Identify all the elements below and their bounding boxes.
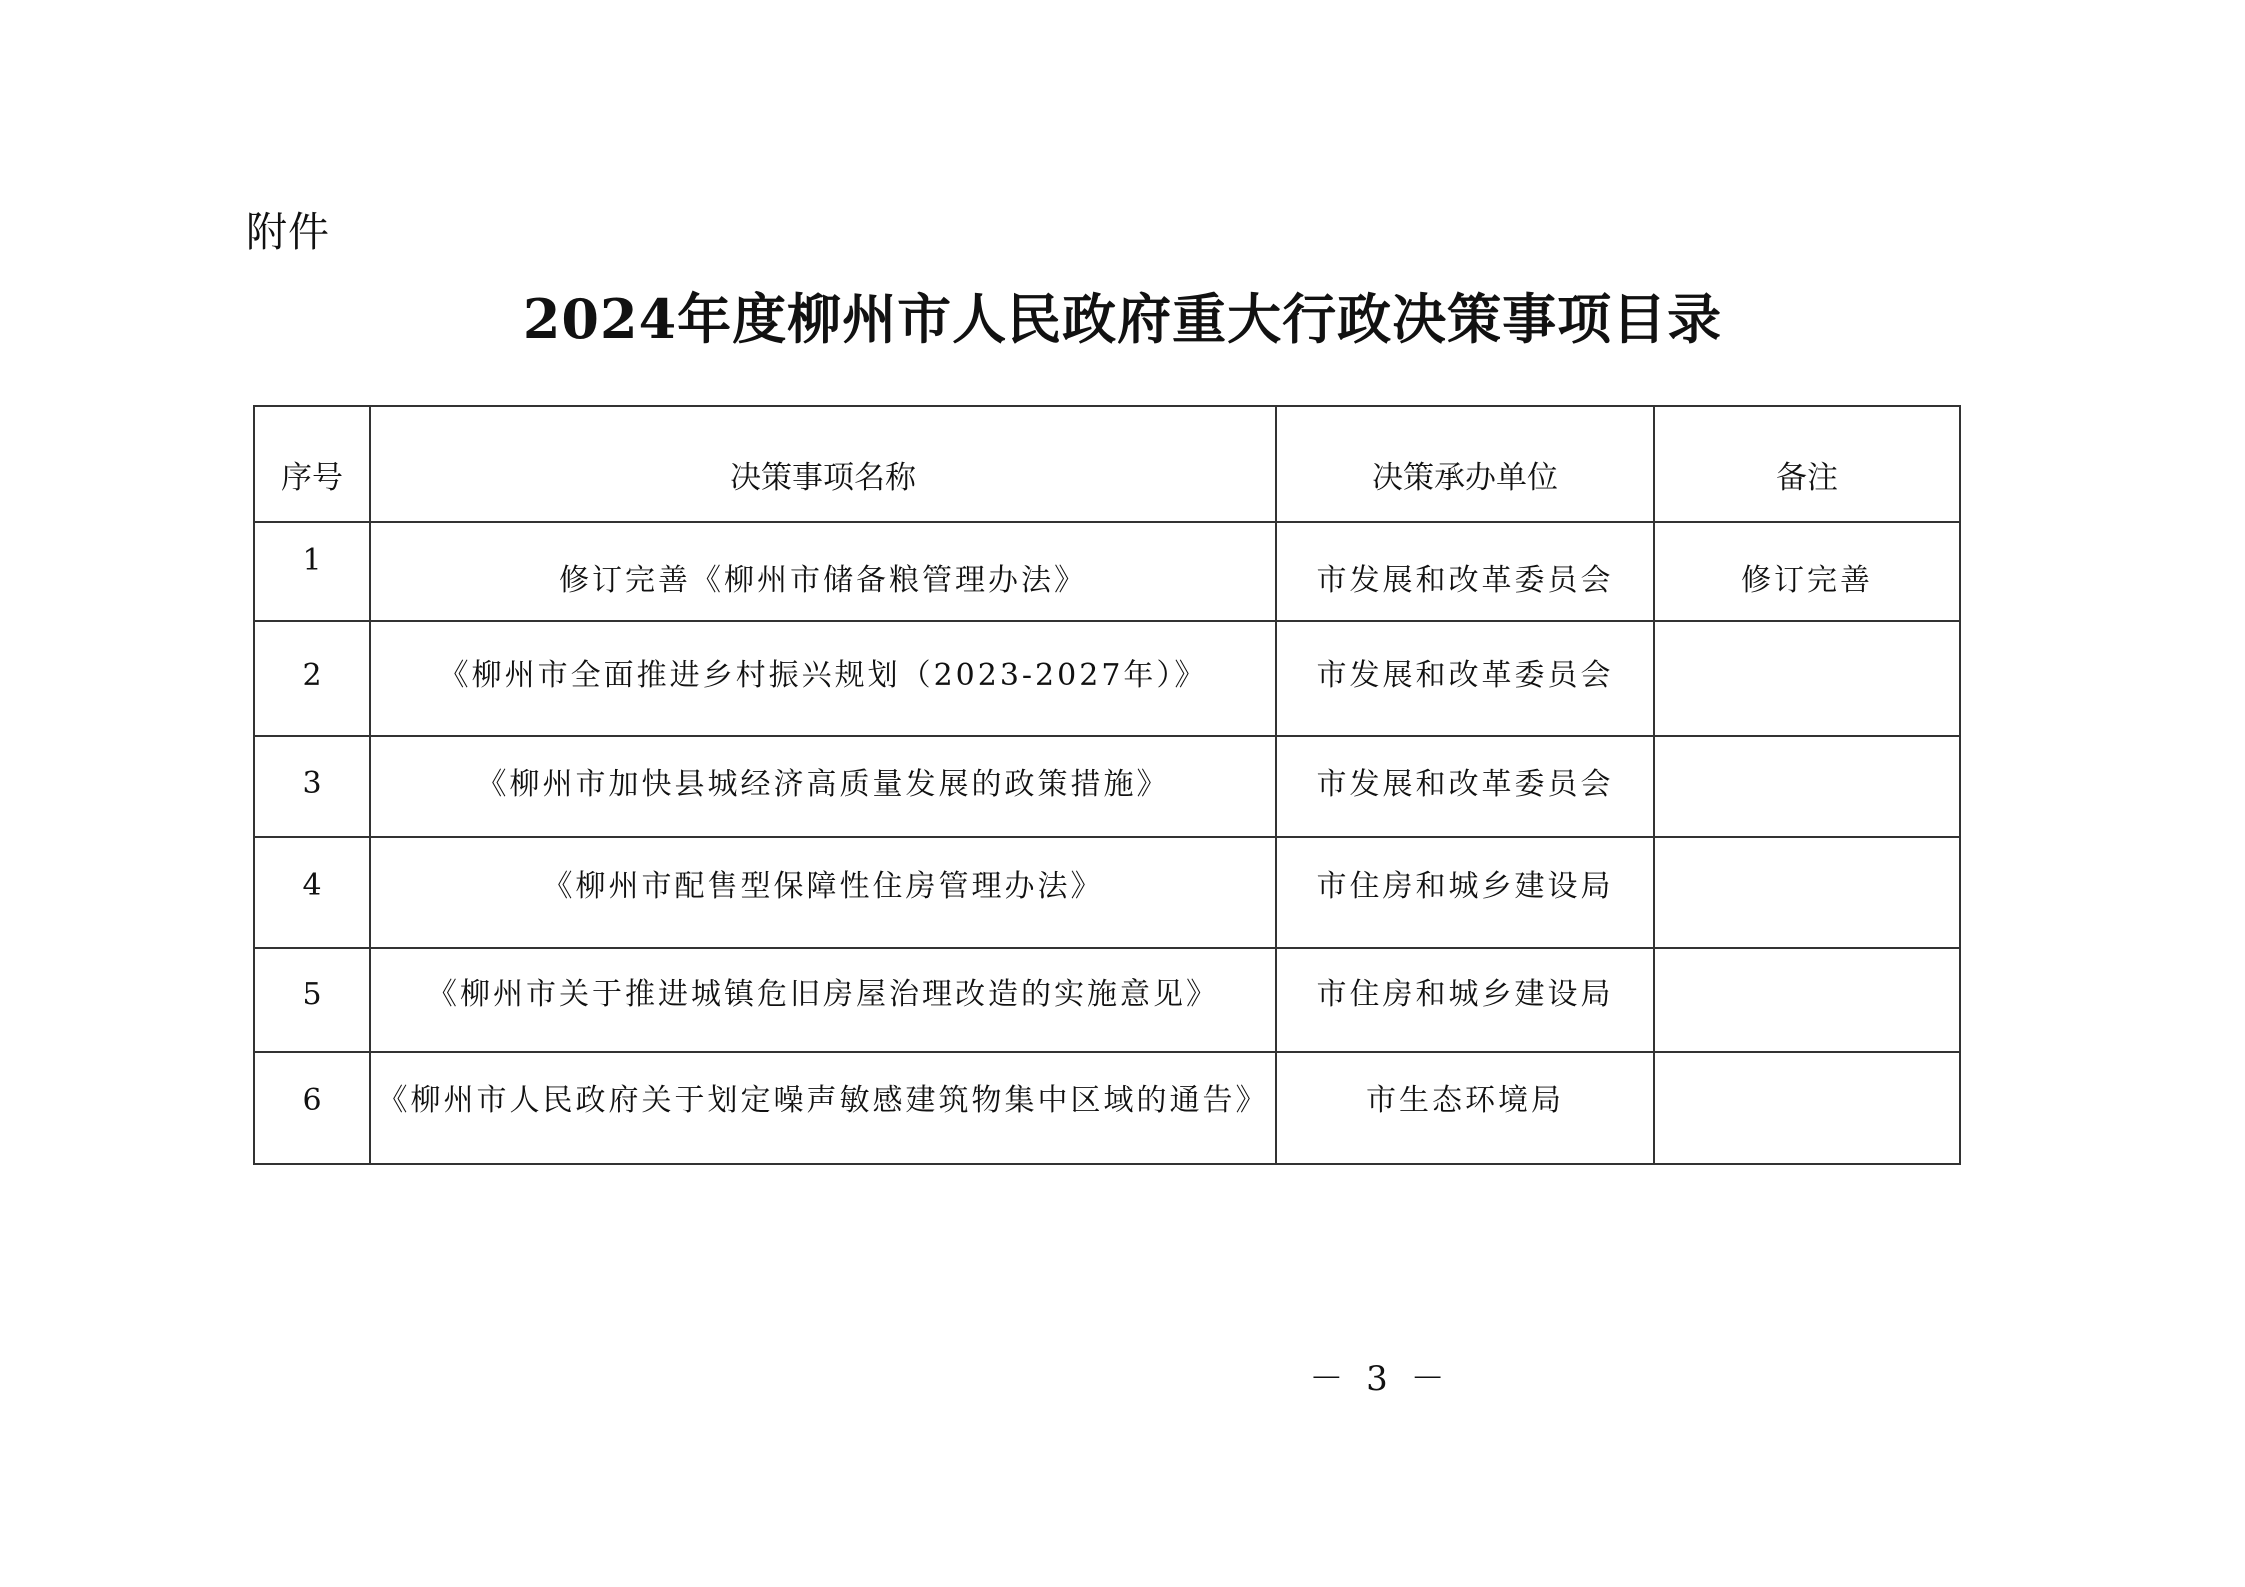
decision-item-name — [370, 522, 1276, 621]
remark-text — [1655, 838, 1959, 861]
row-number-text: 6 — [302, 1083, 322, 1118]
decision-item-name-text: 《柳州市全面推进乡村振兴规划（2023-2027年）》 — [438, 658, 1208, 693]
attachment-label: 附件 — [246, 208, 330, 256]
remark — [1654, 736, 1960, 837]
remark-text — [1655, 949, 1959, 969]
row-number — [254, 948, 370, 1052]
table-row — [254, 837, 1960, 948]
remark-text — [1655, 737, 1959, 759]
decision-item-name — [370, 837, 1276, 948]
responsible-unit-text: 市住房和城乡建设局 — [1316, 869, 1614, 904]
table-row — [254, 948, 1960, 1052]
decision-item-name — [370, 1052, 1276, 1164]
row-number — [254, 736, 370, 837]
decision-item-name — [370, 736, 1276, 837]
remark-text: 修订完善 — [1741, 563, 1873, 598]
responsible-unit — [1276, 621, 1654, 736]
decision-catalog-table — [253, 405, 1961, 1165]
decision-item-name — [370, 621, 1276, 736]
remark — [1654, 1052, 1960, 1164]
responsible-unit-text: 市住房和城乡建设局 — [1316, 977, 1614, 1012]
row-number — [254, 837, 370, 948]
responsible-unit — [1276, 837, 1654, 948]
row-number-text: 4 — [302, 868, 322, 903]
remark — [1654, 522, 1960, 621]
row-number-text: 1 — [302, 543, 322, 578]
document-title: 2024年度柳州市人民政府重大行政决策事项目录 — [522, 287, 1723, 351]
decision-item-name-text: 《柳州市配售型保障性住房管理办法》 — [542, 869, 1104, 904]
header-decision-item-name: 决策事项名称 — [370, 406, 1276, 522]
header-remarks: 备注 — [1654, 406, 1960, 522]
decision-item-name — [370, 948, 1276, 1052]
table-row — [254, 621, 1960, 736]
responsible-unit-text: 市生态环境局 — [1366, 1083, 1564, 1118]
responsible-unit — [1276, 736, 1654, 837]
remark — [1654, 837, 1960, 948]
row-number-text: 3 — [302, 766, 322, 801]
responsible-unit-text: 市发展和改革委员会 — [1316, 767, 1614, 802]
responsible-unit — [1276, 522, 1654, 621]
table-row — [254, 522, 1960, 621]
remark — [1654, 621, 1960, 736]
responsible-unit-text: 市发展和改革委员会 — [1316, 563, 1614, 598]
page-number: － 3 － — [1309, 1359, 1451, 1399]
decision-item-name-text: 《柳州市人民政府关于划定噪声敏感建筑物集中区域的通告》 — [377, 1083, 1269, 1118]
table-row — [254, 736, 1960, 837]
row-number — [254, 1052, 370, 1164]
row-number — [254, 522, 370, 621]
remark — [1654, 948, 1960, 1052]
remark-text — [1655, 622, 1959, 650]
row-number-text: 5 — [302, 977, 322, 1012]
decision-item-name-text: 《柳州市加快县城经济高质量发展的政策措施》 — [476, 767, 1170, 802]
responsible-unit — [1276, 1052, 1654, 1164]
header-serial-number: 序号 — [254, 406, 370, 522]
decision-item-name-text: 修订完善《柳州市储备粮管理办法》 — [559, 563, 1087, 598]
table-row — [254, 1052, 1960, 1164]
row-number-text: 2 — [302, 658, 322, 693]
decision-item-name-text: 《柳州市关于推进城镇危旧房屋治理改造的实施意见》 — [427, 977, 1219, 1012]
responsible-unit-text: 市发展和改革委员会 — [1316, 658, 1614, 693]
remark-text — [1655, 1053, 1959, 1075]
table-header-row — [254, 406, 1960, 522]
header-responsible-unit: 决策承办单位 — [1276, 406, 1654, 522]
responsible-unit — [1276, 948, 1654, 1052]
row-number — [254, 621, 370, 736]
